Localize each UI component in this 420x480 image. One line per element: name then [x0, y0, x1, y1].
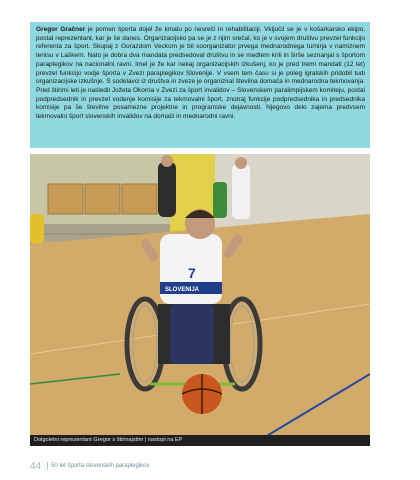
page-number: 44 — [30, 460, 42, 472]
jersey-number: 7 — [188, 265, 196, 281]
jersey-text: SLOVENIJA — [165, 287, 200, 293]
photo-illustration — [30, 154, 370, 446]
article-person-name: Gregor Gračner — [36, 26, 86, 33]
photo-caption: Dolgoletni reprezentant Gregor s štirinajstim | nastopi na EP — [30, 435, 370, 446]
article-text-box — [30, 22, 370, 148]
book-title: 50 let športa slovenskih paraplegikov — [51, 463, 150, 469]
page-footer — [30, 460, 150, 472]
footer-divider — [47, 462, 48, 470]
wheelchair-basketball-photo — [30, 154, 370, 446]
article-body-text: je pomen športa dojel že kmalu po nesreči in rehabilitaciji. Vključil se je v košarkarsko ekipo, postal reprezentant, kar je še danes. Organizacijsko pa se je z njim srečal, ko je v svojem društvu prevzel funkcijo referenta za šport. Skupaj z Gorazdom Veckom je bil soorganizator prvega mednarodnega turnirja v namiznem tenisu v Laškem. Nato je dobra dva mandata predsedoval društvu in se medtem krili in širše seznanjal s športom paraplegikov na nacionalni ravni. Imel je že kar nekaj organizacijskih izkušenj, ko je pred tremi mandati (12 let) prevzel funkcijo vodje športa v Zvezi paraplegikov Slovenije. V vsem tem času si je poleg igralskih pridobil tudi organizacijske izkušnje. S sodelavci iz društva in zveze je organiziral številna domača in mednarodna tekmovanja. Pred štirimi leti je nasledil Jožeta Okorna v Zvezi za šport invalidov – Slovenskem paralimpijskem komiteju, postal podpredsednik in prevzel vodenje komisije za tekmovalni šport, znotraj funkcije podpredsednika in predsednika komisije pa še številne posamezne projektne in programske dejavnosti. Njegovo delo zajema predvsem tekmovalni šport slovenskih invalidov na domači in mednarodni ravni. — [36, 26, 365, 121]
